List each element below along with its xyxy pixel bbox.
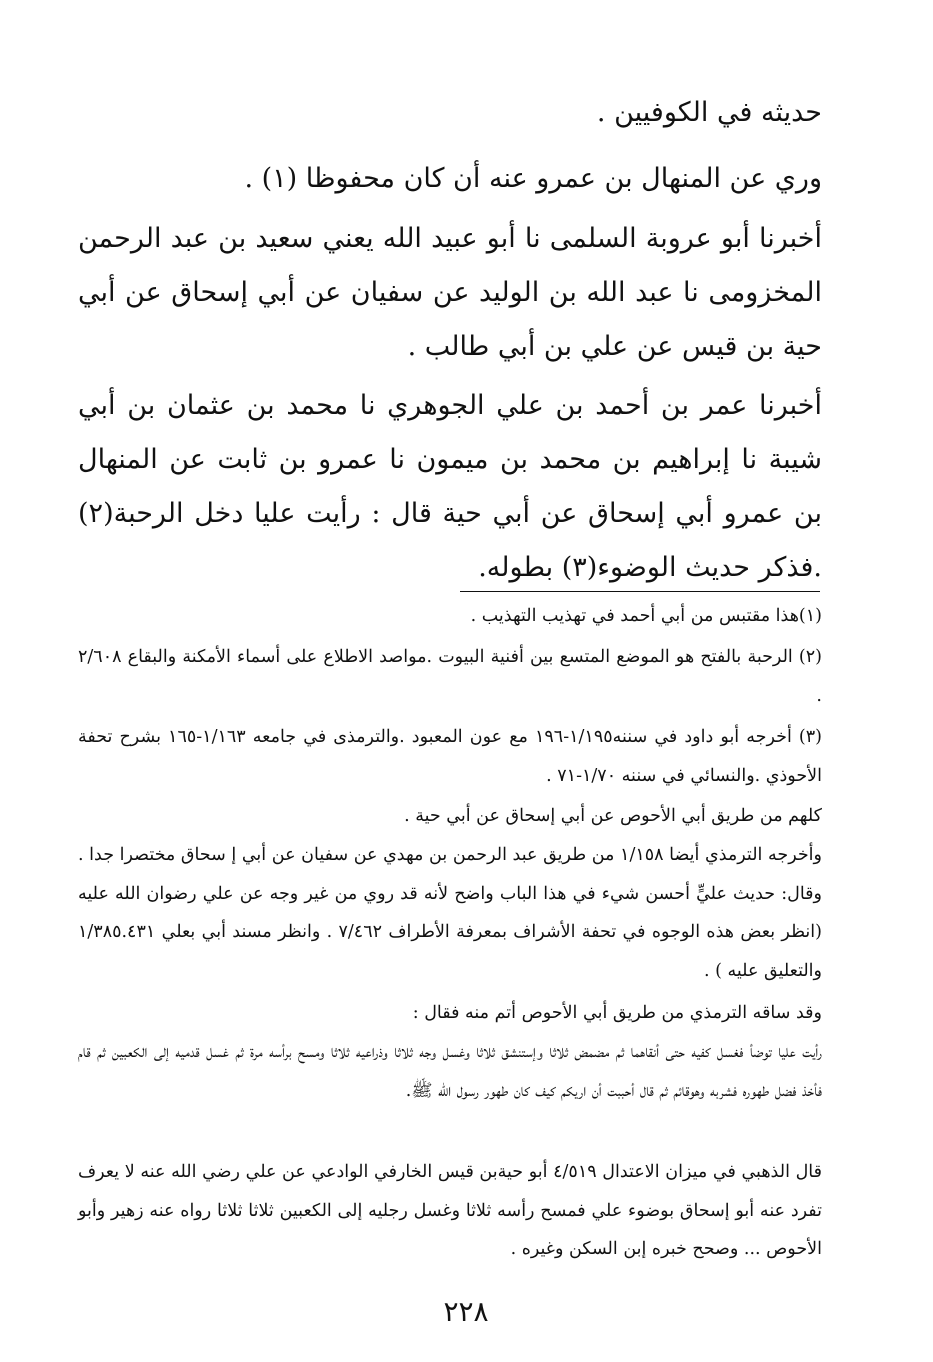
footnote-3-dhahabi-note: قال الذهبي في ميزان الاعتدال ٤/٥١٩ أبو حيةبن قيس الخارفي الوادعي عن علي رضي الله عنه لا يعرف تفرد عنه أبو إسحاق بوضوء علي فمسح رأسه ثلاثا وغسل رجليه إلى الكعبين ثلاثا ثلاثا رواه عنه زهير وأبو الأحوص ... وصحح خبره إبن السكن وغيره .: [78, 1162, 822, 1259]
main-paragraph-4: أخبرنا عمر بن أحمد بن علي الجوهري نا محمد بن عثمان بن أبي شيبة نا إبراهيم بن محمد بن ميمون نا عمرو بن ثابت عن المنهال بن عمرو أبي إسحاق عن أبي حية قال : رأيت عليا دخل الرحبة(٢) .فذكر حديث الوضوء(٣) بطوله.: [78, 390, 822, 583]
footnote-2: (٢) الرحبة بالفتح هو الموضع المتسع بين أفنية البيوت .مواصد الاطلاع على أسماء الأمكنة والبقاع ٢/٦٠٨ .: [78, 647, 822, 706]
footnote-3-continuation: كلهم من طريق أبي الأحوص عن أبي إسحاق عن أبي حية .: [404, 806, 822, 826]
footnote-separator: [460, 591, 820, 592]
footnote-3-hadith-text: رأيت عليا توضأ فغسل كفيه حتى أنقاهما ثم مضمض ثلاثا وإستنشق ثلاثا وغسل وجه ثلاثا وذراعيه ثلاثا ومسح برأسه مرة ثم غسل قدميه إلى الكعبين ثم قام فأخذ فضل طهوره فشربه وهوقائم ثم قال أحببت أن اريكم كيف كان طهور رسول الله ﷺ.: [78, 1042, 822, 1101]
footnote-3-tirmidhi-note: وأخرجه الترمذي أيضا ١/١٥٨ من طريق عبد الرحمن بن مهدي عن سفيان عن أبي إ سحاق مختصرا جدا . وقال: حديث عليٍّ أحسن شيء في هذا الباب واضح لأنه قد روي من غير وجه عن علي رضوان الله عليه (انظر بعض هذه الوجوه في تحفة الأشراف بمعرفة الأطراف ٧/٤٦٢ . وانظر مسند أبي بعلي ١/٣٨٥.٤٣١ والتعليق عليه ) .: [78, 845, 822, 981]
main-paragraph-3: أخبرنا أبو عروبة السلمى نا أبو عبيد الله يعني سعيد بن عبد الرحمن المخزومى نا عبد الله بن الوليد عن سفيان عن أبي إسحاق عن أبي حية بن قيس عن علي بن أبي طالب .: [78, 223, 822, 362]
footnote-3-tirmidhi-intro: وقد ساقه الترمذي من طريق أبي الأحوص أتم منه فقال :: [412, 1003, 822, 1023]
main-paragraph-2: وري عن المنهال بن عمرو عنه أن كان محفوظا (١) .: [244, 163, 822, 194]
footnote-1: (١)هذا مقتبس من أبي أحمد في تهذيب التهذيب .: [470, 606, 822, 626]
footnote-3: (٣) أخرجه أبو داود في سننه١/١٩٥-١٩٦ مع عون المعبود .والترمذى في جامعه ١/١٦٣-١٦٥ بشرح تحفة الأحوذي .والنسائي في سننه ١/٧٠-٧١ .: [78, 727, 822, 786]
page-number: ٢٢٨: [443, 1295, 489, 1328]
main-paragraph-1: حديثه في الكوفيين .: [596, 97, 822, 128]
